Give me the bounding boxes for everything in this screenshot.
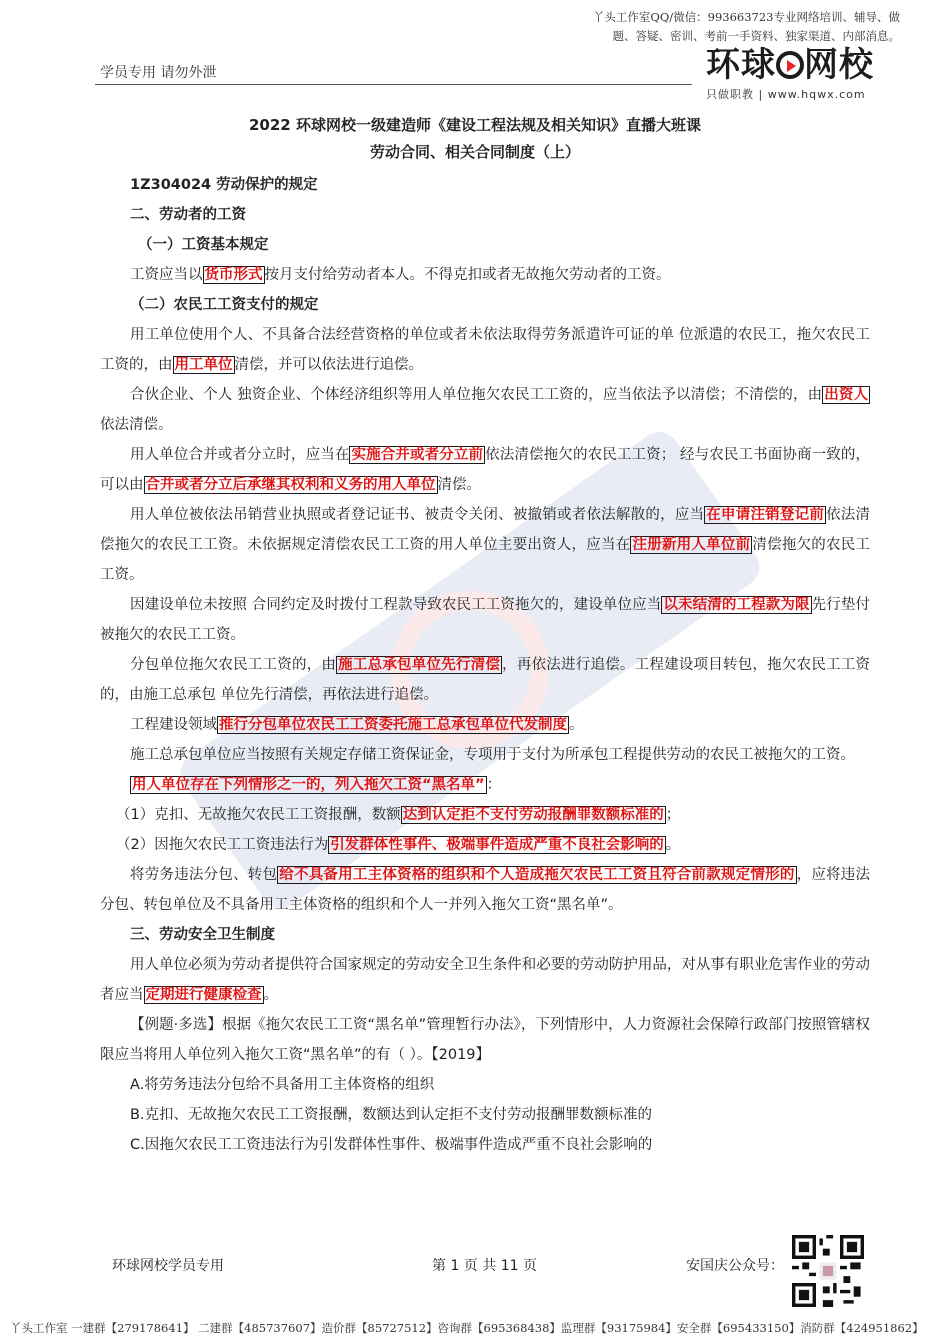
paragraph-wage-basics: 工资应当以 货币形式 按月支付给劳动者本人。不得克扣或者无故拖欠劳动者的工资。 bbox=[130, 267, 671, 283]
option-c: C.因拖欠农民工工资违法行为引发群体性事件、极端事件造成严重不良社会影响的 bbox=[130, 1137, 653, 1153]
heading-wage-basics: （一）工资基本规定 bbox=[138, 237, 269, 253]
logo-text-part2: 网校 bbox=[804, 45, 874, 85]
document-body bbox=[100, 170, 870, 1160]
paragraph-3: 用人单位合并或者分立时，应当在 实施合并或者分立前 依法清偿拖欠的农民工工资； 经与农民工书面协商一致的，可以由 合并或者分立后承继其权利和义务的用人单位 清偿。 bbox=[100, 447, 871, 493]
qr-code-icon bbox=[792, 1235, 864, 1307]
hqwx-logo bbox=[706, 46, 876, 102]
logo-text-part1: 环球 bbox=[706, 45, 776, 85]
highlight-term: 推行分包单位农民工工资委托施工总承包单位代发制度 bbox=[219, 717, 567, 733]
heading-safety: 三、劳动安全卫生制度 bbox=[130, 927, 275, 943]
paragraph-6: 分包单位拖欠农民工工资的，由 施工总承包单位先行清偿 ，再依法进行追偿。工程建设项目转包，拖欠农民工工资的，由施工总承包 单位先行清偿，再依法进行追偿。 bbox=[100, 657, 871, 703]
highlight-term: 用人单位存在下列情形之一的，列入拖欠工资“黑名单” bbox=[132, 777, 485, 793]
paragraph-2: 合伙企业、个人 独资企业、个体经济组织等用人单位拖欠农民工工资的，应当依法予以清偿；不清偿的，由 出资人依法清偿。 bbox=[100, 387, 869, 433]
paragraph-safety: 用人单位必须为劳动者提供符合国家规定的劳动安全卫生条件和必要的劳动防护用品，对从事有职业危害作业的劳动者应当 定期进行健康检查 。 bbox=[100, 957, 870, 1003]
bottom-contact-bar: 丫头工作室 一建群【279178641】 二建群【485737607】造价群【85727512】咨询群【695368438】监理群【93175984】安全群【695433150】消防群【424951862】 bbox=[10, 1321, 924, 1335]
highlight-term: 给不具备用工主体资格的组织和个人造成拖欠农民工工资且符合前款规定情形的 bbox=[279, 867, 795, 883]
paragraph-subcontract: 将劳务违法分包、转包 给不具备用工主体资格的组织和个人造成拖欠农民工工资且符合前款规定情形的 ，应将违法分包、转包单位及不具备用工主体资格的组织和个人一并列入拖欠工资“黑名单”。 bbox=[100, 867, 871, 913]
highlight-term: 施工总承包单位先行清偿 bbox=[338, 657, 501, 673]
paragraph-5: 因建设单位未按照 合同约定及时拨付工程款导致农民工工资拖欠的，建设单位应当 以未结清的工程款为限 先行垫付被拖欠的农民工工资。 bbox=[100, 597, 871, 643]
header-divider bbox=[95, 84, 692, 85]
highlight-term: 在申请注销登记前 bbox=[706, 507, 825, 523]
paragraph-8: 施工总承包单位应当按照有关规定存储工资保证金，专项用于支付为所承包工程提供劳动的农民工被拖欠的工资。 bbox=[130, 747, 855, 763]
section-code-heading: 1Z304024 劳动保护的规定 bbox=[130, 177, 318, 193]
highlight-term: 定期进行健康检查 bbox=[145, 987, 262, 1003]
paragraph-1: 用工单位使用个人、不具备合法经营资格的单位或者未依法取得劳务派遣许可证的单 位派遣的农民工，拖欠农民工工资的，由 用工单位 清偿，并可以依法进行追偿。 bbox=[100, 327, 870, 373]
document-subtitle: 劳动合同、相关合同制度（上） bbox=[369, 143, 580, 161]
paragraph-4: 用人单位被依法吊销营业执照或者登记证书、被责令关闭、被撤销或者依法解散的，应当 在申请注销登记前 依法清偿拖欠的农民工工资。未依据规定清偿农民工工资的用人单位主要出资人，应当在 注册新用人单位前 清偿拖欠的农民工工资。 bbox=[100, 507, 871, 583]
logo-slogan: 只做职教 | www.hqwx.com bbox=[706, 88, 866, 101]
paragraph-7: 工程建设领域 推行分包单位农民工工资委托施工总承包单位代发制度 。 bbox=[130, 717, 584, 733]
header-confidential-label: 学员专用 请勿外泄 bbox=[100, 65, 217, 81]
highlight-term: 引发群体性事件、极端事件造成严重不良社会影响的 bbox=[330, 837, 664, 853]
highlight-term: 合并或者分立后承继其权利和义务的用人单位 bbox=[145, 477, 436, 493]
option-a: A.将劳务违法分包给不具备用工主体资格的组织 bbox=[130, 1077, 435, 1093]
heading-wages: 二、劳动者的工资 bbox=[130, 207, 246, 223]
option-b: B.克扣、无故拖欠农民工工资报酬，数额达到认定拒不支付劳动报酬罪数额标准的 bbox=[130, 1107, 653, 1123]
footer-right: 安国庆公众号： bbox=[686, 1258, 784, 1274]
logo-play-icon bbox=[776, 51, 804, 79]
highlight-term: 注册新用人单位前 bbox=[632, 537, 751, 553]
highlight-term: 达到认定拒不支付劳动报酬罪数额标准的 bbox=[402, 807, 664, 823]
document-title: 2022 环球网校一级建造师《建设工程法规及相关知识》直播大班课 bbox=[249, 116, 701, 134]
footer-left: 环球网校学员专用 bbox=[112, 1258, 224, 1274]
top-contact-note: 丫头工作室QQ/微信：993663723专业网络培训、辅导、做题、答疑、密训、考前一手资料、独家渠道、内部消息。 bbox=[592, 10, 900, 43]
page-number: 第 1 页 共 11 页 bbox=[432, 1258, 537, 1274]
highlight-term: 出资人 bbox=[824, 387, 869, 403]
heading-migrant-wages: （二）农民工工资支付的规定 bbox=[130, 297, 319, 313]
highlight-term: 货币形式 bbox=[204, 267, 263, 283]
highlight-term: 用工单位 bbox=[174, 357, 233, 373]
blacklist-item-1: （1）克扣、无故拖欠农民工工资报酬，数额 达到认定拒不支付劳动报酬罪数额标准的 ； bbox=[116, 807, 681, 823]
highlight-term: 实施合并或者分立前 bbox=[351, 447, 484, 463]
highlight-term: 以未结清的工程款为限 bbox=[663, 597, 810, 613]
paragraph-blacklist-intro: 用人单位存在下列情形之一的，列入拖欠工资“黑名单” ： bbox=[132, 777, 502, 793]
blacklist-item-2: （2）因拖欠农民工工资违法行为 引发群体性事件、极端事件造成严重不良社会影响的 。 bbox=[116, 837, 681, 853]
example-question: 【例题·多选】根据《拖欠农民工工资“黑名单”管理暂行办法》，下列情形中，人力资源社会保障行政部门按照管辖权限应当将用人单位列入拖欠工资“黑名单”的有（ ）。【2019】 bbox=[100, 1017, 870, 1063]
